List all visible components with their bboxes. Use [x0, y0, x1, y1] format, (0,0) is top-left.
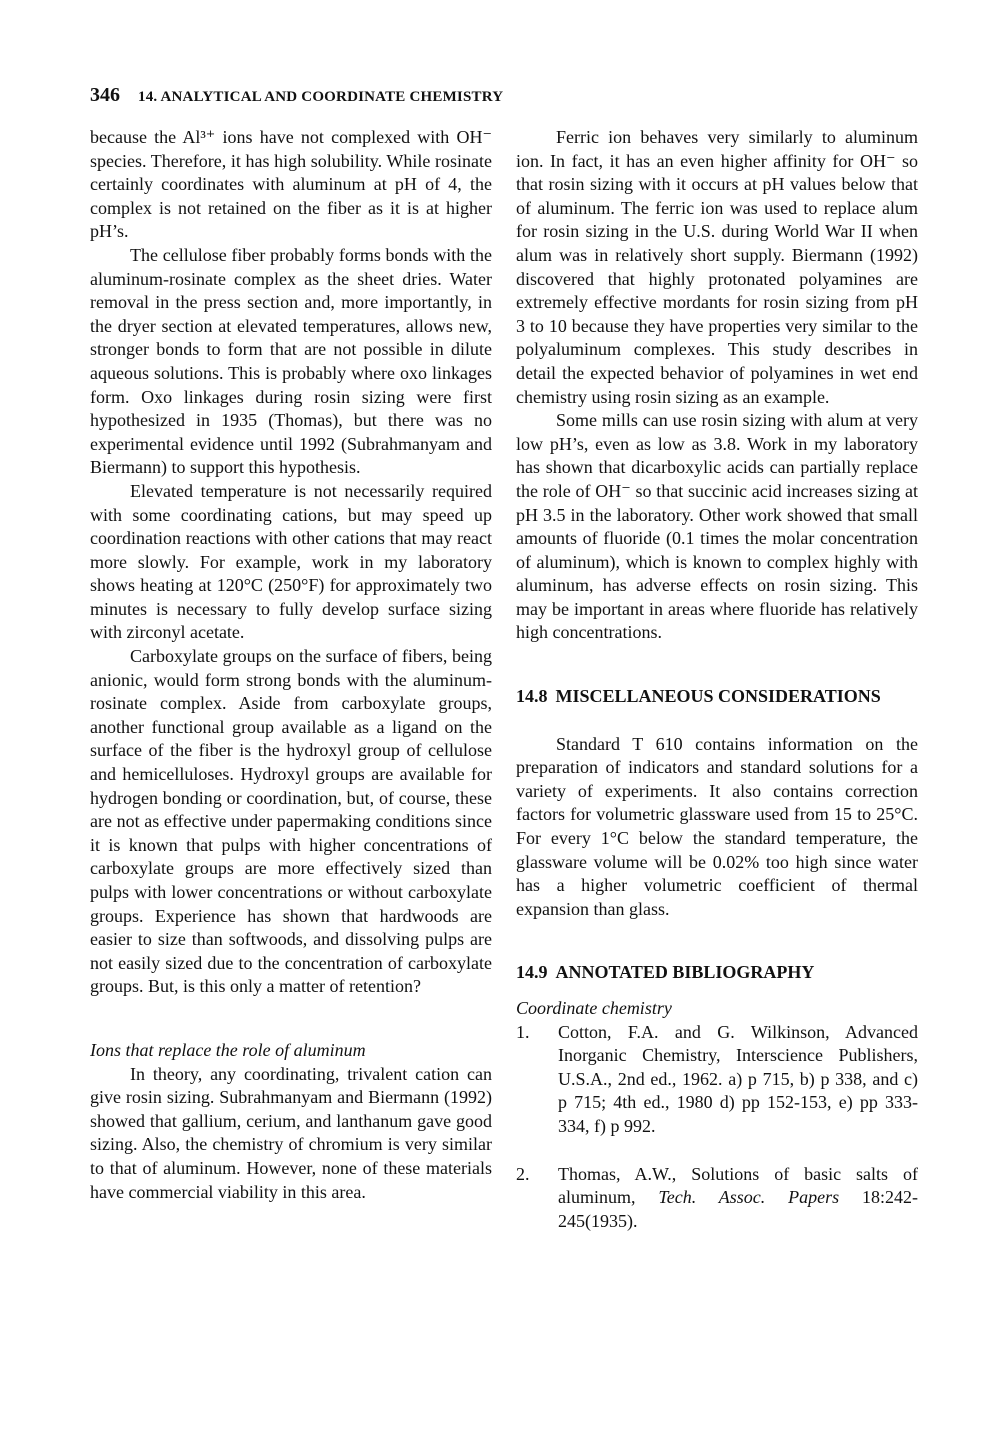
paragraph: The cellulose fiber probably forms bonds with the aluminum-rosinate complex as the sheet dries. Water removal in the press section and, more importantly, in the dryer section at elevated temperatures, allows new, stronger bonds to form that are not possible in dilute aqueous solutions. This is probably where oxo linkages form. Oxo linkages during rosin sizing were first hypothesized in 1935 (Thomas), but there was no experimental evidence until 1992 (Subrahmanyam and Biermann) to support this hypothesis. — [90, 244, 492, 478]
reference-journal: Tech. Assoc. Papers — [658, 1187, 840, 1208]
reference-text: Cotton, F.A. and G. Wilkinson, Advanced Inorganic Chemistry, Interscience Publishers, U.S.A., 2nd ed., 1962. a) p 715, b) p 338, and c) p 715; 4th ed., 1980 d) pp 152-153, e) pp 333-334, f) p 992. — [558, 1021, 918, 1136]
section-heading-14-9 — [516, 961, 918, 985]
paragraph: In theory, any coordinating, trivalent cation can give rosin sizing. Subrahmanyam and Biermann (1992) showed that gallium, cerium, and lanthanum gave good sizing. Also, the chemistry of chromium is very similar to that of aluminum. However, none of these materials have commercial viability in this area. — [90, 1063, 492, 1202]
spacer — [90, 999, 492, 1039]
paragraph: Carboxylate groups on the surface of fibers, being anionic, would form strong bonds with the aluminum-rosinate complex. Aside from carboxylate groups, another functional group available as a ligand on the surface of the fiber is the hydroxyl group of cellulose and hemicelluloses. Hydroxyl groups are available for hydrogen bonding or coordination, but, of course, these are not as effective under papermaking conditions since it is known that pulps with higher concentrations of carboxylate groups are more effectively sized than pulps with lower concentrations or without carboxylate groups. Experience has shown that hardwoods are easier to size than softwoods, and dissolving pulps are not easily sized due to the concentration of carboxylate groups. But, is this only a matter of retention? — [90, 646, 492, 997]
reference-text — [558, 1163, 918, 1234]
page-number: 346 — [90, 84, 120, 106]
reference-item — [516, 1163, 918, 1234]
paragraph: because the Al³⁺ ions have not complexed with OH⁻ species. Therefore, it has high solubility. While rosinate certainly coordinates with aluminum at pH of 4, the complex is not retained on the fiber as it is at higher pH’s. — [90, 127, 492, 242]
spacer — [516, 985, 918, 997]
spacer — [516, 1139, 918, 1163]
paragraph: Standard T 610 contains information on the preparation of indicators and standard solutions for a variety of experiments. It also contains correction factors for volumetric glassware used from 15 to 25°C. For every 1°C below the standard temperature, the glassware volume will be 0.02% too high since water has a higher volumetric coefficient of thermal expansion than glass. — [516, 733, 918, 919]
reference-authors-title: Thomas, A.W., Solutions of basic salts of aluminum, — [558, 1163, 918, 1208]
section-title: MISCELLANEOUS CONSIDERATIONS — [555, 686, 881, 707]
reference-number: 1. — [516, 1021, 530, 1042]
paragraph: Some mills can use rosin sizing with alum at very low pH’s, even as low as 3.8. Work in my laboratory has shown that dicarboxylic acids can partially replace the role of OH⁻ so that succinic acid increases sizing at pH 3.5 in the laboratory. Other work showed that small amounts of fluoride (0.1 times the molar concentration of aluminum), which is known to complex highly with aluminum, has adverse effects on rosin sizing. This may be important in areas where fluoride has relatively high concentrations. — [516, 410, 918, 643]
subsection-heading: Ions that replace the role of aluminum — [90, 1039, 366, 1060]
right-column — [516, 126, 918, 1233]
running-title: 14. ANALYTICAL AND COORDINATE CHEMISTRY — [138, 89, 504, 105]
section-number: 14.9 — [516, 962, 548, 983]
section-title: ANNOTATED BIBLIOGRAPHY — [555, 962, 815, 983]
paragraph: Ferric ion behaves very similarly to aluminum ion. In fact, it has an even higher affinity for OH⁻ so that rosin sizing with it occurs at pH values below that of aluminum. The ferric ion was used to replace alum for rosin sizing in the U.S. during World War II when alum was in relatively short supply. Biermann (1992) discovered that highly protonated polyamines are extremely effective mordants for rosin sizing from pH 3 to 10 because they have properties very similar to the polyaluminum complexes. This study describes in detail the expected behavior of polyamines in wet end chemistry using rosin sizing as an example. — [516, 127, 918, 407]
reference-item — [516, 1021, 918, 1139]
section-heading-14-8 — [516, 685, 918, 709]
section-number: 14.8 — [516, 686, 548, 707]
paragraph: Elevated temperature is not necessarily required with some coordinating cations, but may speed up coordination reactions with other cations that may react more slowly. For example, work in my laboratory shows heating at 120°C (250°F) for approximately two minutes is necessary to fully develop surface sizing with zirconyl acetate. — [90, 480, 492, 643]
reference-volume-pages: 18:242-245(1935). — [558, 1187, 918, 1231]
reference-number: 2. — [516, 1163, 530, 1184]
running-header — [90, 84, 503, 107]
spacer — [516, 921, 918, 961]
subsection-heading: Coordinate chemistry — [516, 998, 672, 1018]
spacer — [516, 709, 918, 733]
spacer — [516, 645, 918, 685]
left-column — [90, 126, 492, 1204]
